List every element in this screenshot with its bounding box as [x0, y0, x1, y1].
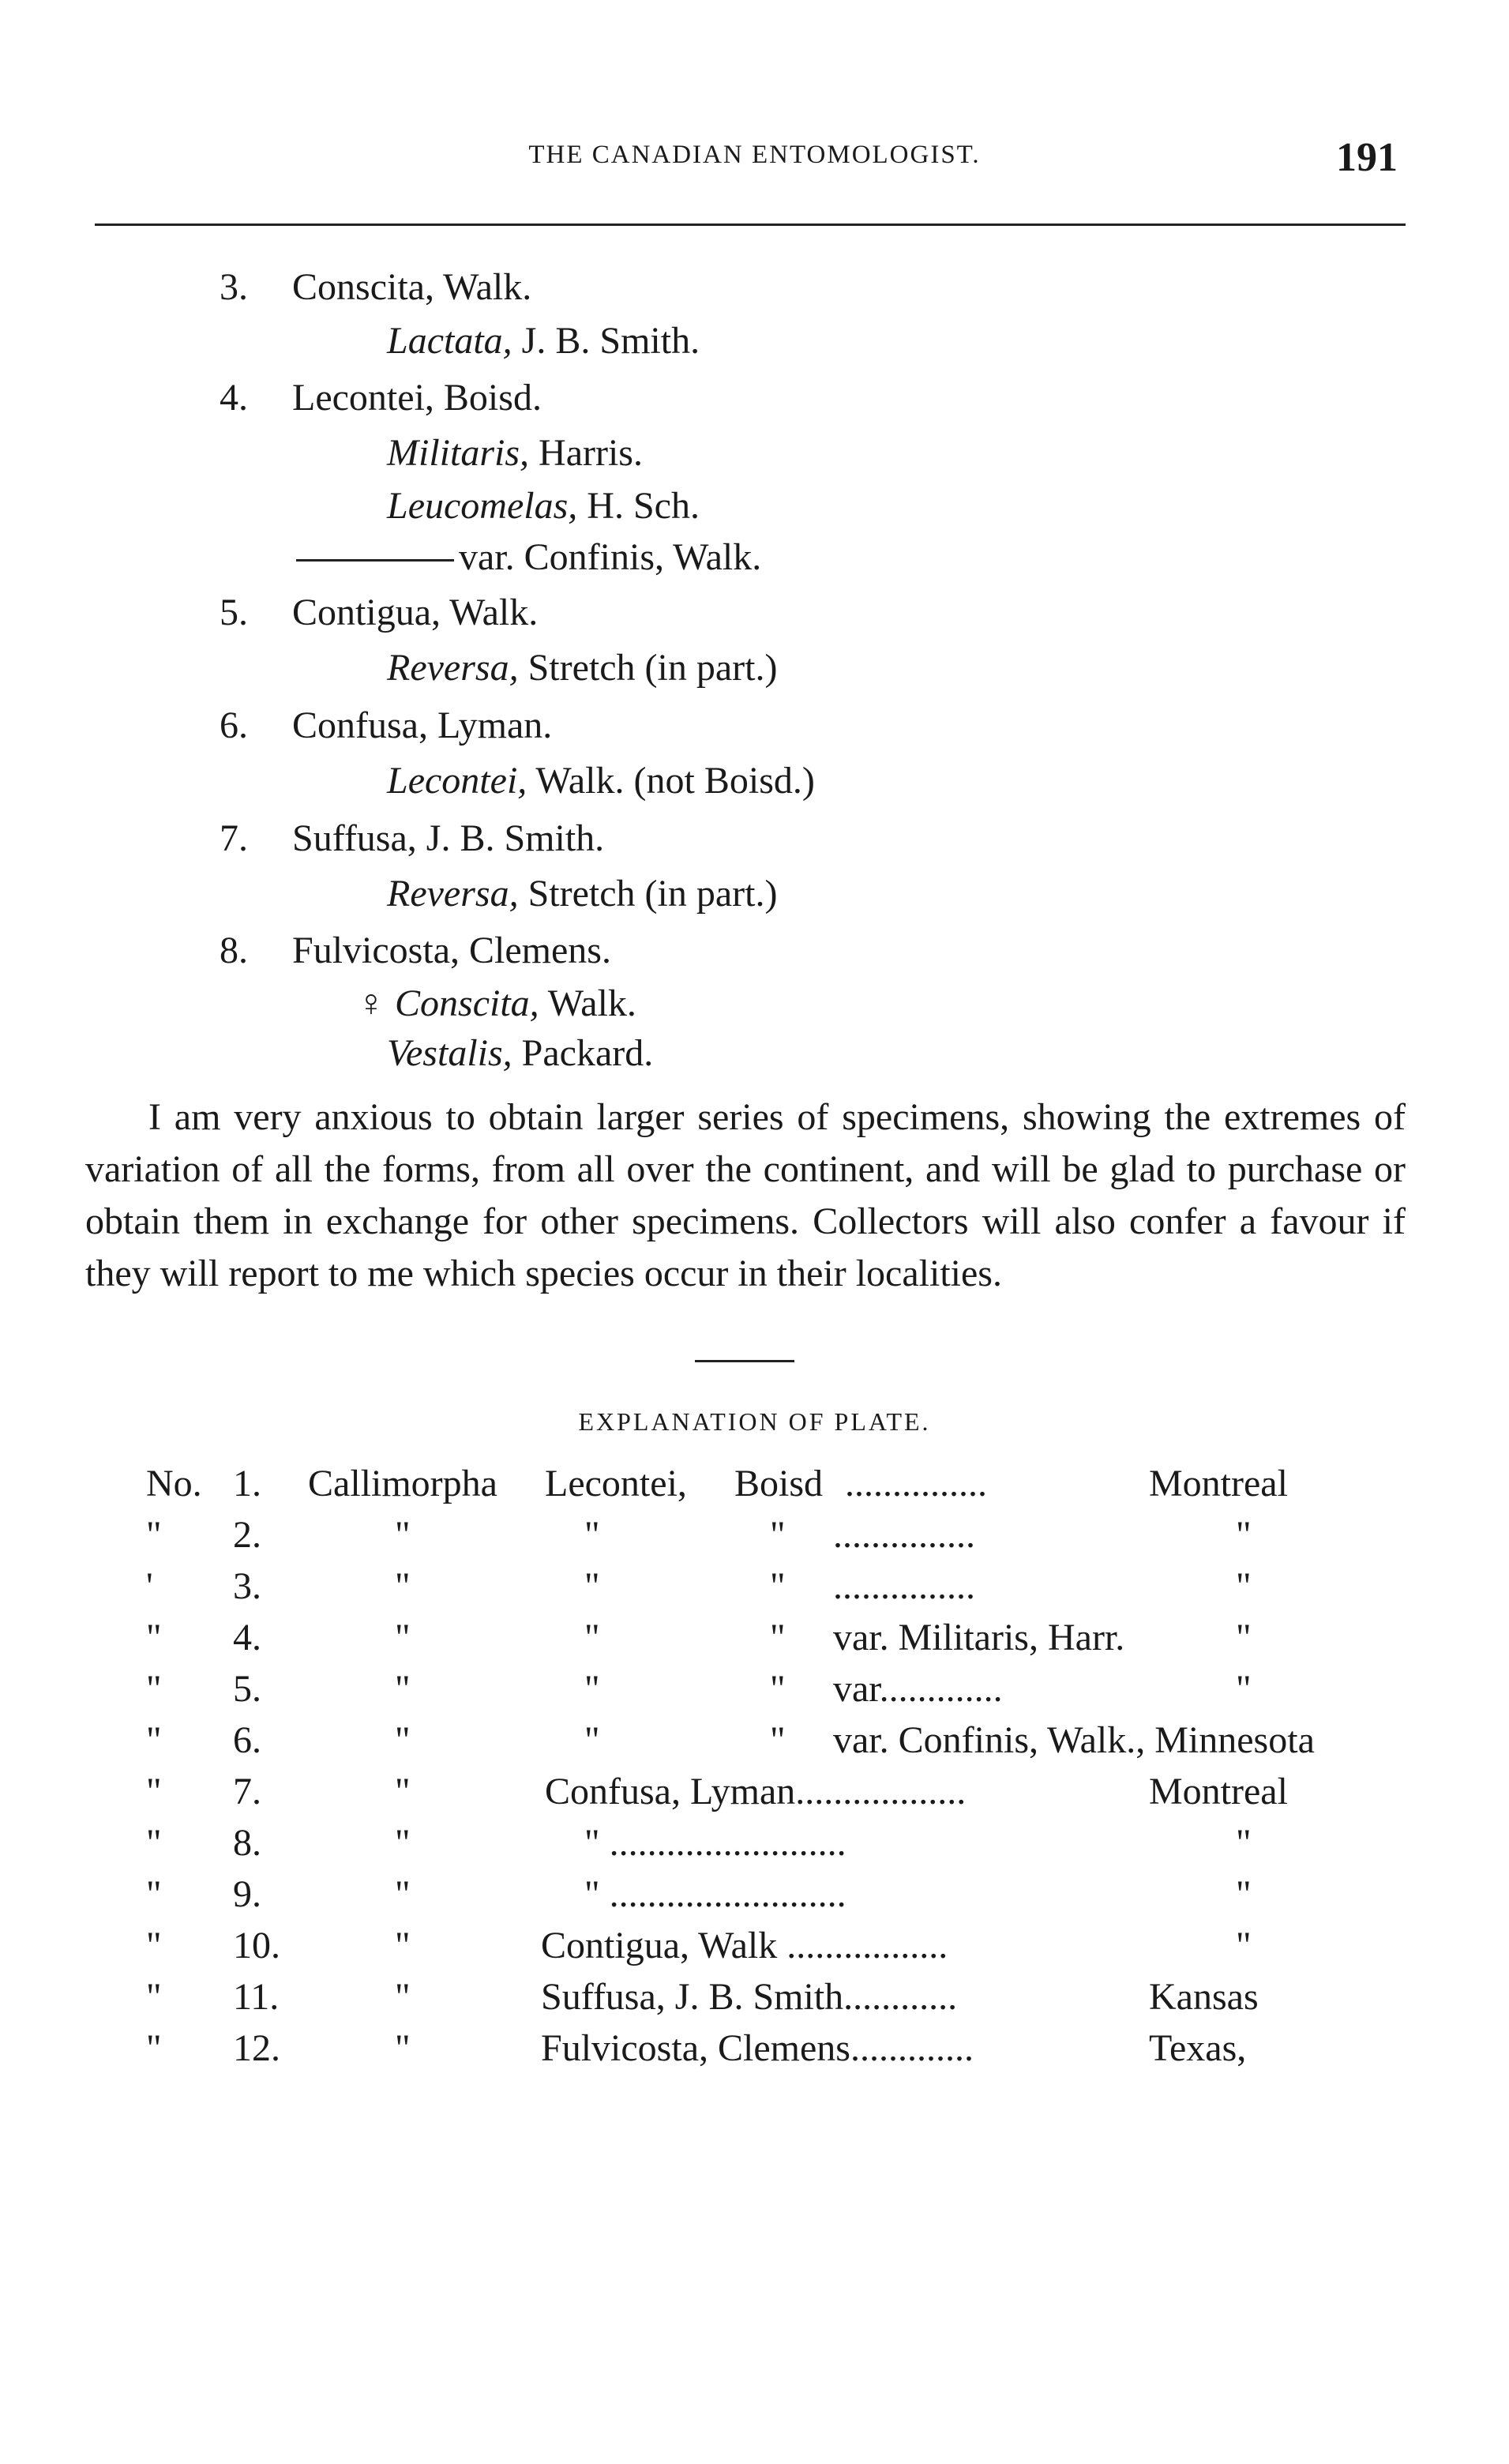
- species-number: 4.: [220, 377, 248, 419]
- locality: Montreal: [1149, 1463, 1288, 1504]
- body-paragraph: [85, 1091, 1406, 1300]
- plate-row: [0, 1927, 1509, 1974]
- species-number: 7.: [220, 817, 248, 859]
- figure-number: 4.: [233, 1617, 261, 1658]
- section-divider: [695, 1360, 794, 1362]
- locality: Montreal: [1149, 1771, 1288, 1812]
- species-name: Conscita, Walk.: [292, 266, 532, 308]
- row-prefix: ": [146, 1514, 162, 1556]
- variety: var. Militaris, Harr.: [833, 1617, 1125, 1658]
- plate-row: [0, 1619, 1509, 1666]
- genus: ": [395, 1565, 411, 1607]
- header-rule: [95, 223, 1406, 226]
- row-prefix: ": [146, 1668, 162, 1710]
- author: ": [770, 1565, 786, 1607]
- species-name: Confusa, Lyman.: [292, 704, 553, 746]
- plate-row: [0, 1978, 1509, 2026]
- genus: ": [395, 1771, 411, 1812]
- genus: ": [395, 1719, 411, 1761]
- paragraph-text: I am very anxious to obtain larger series of specimens, showing the extremes of variation of all the forms, from all over the continent, and will be glad to purchase or obtain them in exchange for other specimens. Collectors will also confer a favour if they will report to me which species occur in their localities.: [85, 1096, 1406, 1294]
- row-prefix: ": [146, 1873, 162, 1915]
- synonym-author: Walk.: [539, 982, 636, 1024]
- species-name: Suffusa, J. B. Smith.: [292, 817, 605, 859]
- row-prefix: ': [146, 1565, 153, 1607]
- species: ": [584, 1565, 600, 1607]
- synonym-author: Stretch (in part.): [518, 873, 778, 915]
- synonym-name: Lecontei,: [387, 760, 527, 802]
- locality: Kansas: [1149, 1976, 1259, 2018]
- genus: ": [395, 1976, 411, 2018]
- row-prefix: ": [146, 1617, 162, 1658]
- ditto-dash: [296, 559, 454, 562]
- species: ": [584, 1668, 600, 1710]
- figure-number: 9.: [233, 1873, 261, 1915]
- row-prefix: ": [146, 1976, 162, 2018]
- synonym-line: [357, 982, 636, 1024]
- species: Lecontei,: [545, 1463, 687, 1504]
- plate-row: [0, 1465, 1509, 1512]
- locality: Texas,: [1149, 2027, 1247, 2069]
- row-prefix: No.: [146, 1463, 202, 1504]
- leader-dots: ...............: [845, 1463, 987, 1504]
- plate-row: [0, 1873, 1509, 1923]
- species: Fulvicosta, Clemens.............: [541, 2027, 974, 2069]
- female-symbol: ♀: [357, 982, 395, 1024]
- genus: Callimorpha: [308, 1463, 497, 1504]
- leader-dots: ...............: [833, 1565, 975, 1607]
- variety: var.............: [833, 1668, 1003, 1710]
- author: Boisd: [734, 1463, 824, 1504]
- species-number: 6.: [220, 704, 248, 746]
- locality: ": [1236, 1822, 1252, 1864]
- plate-row: [0, 1719, 1509, 1769]
- leader-dots: ...............: [833, 1514, 975, 1556]
- species: " .........................: [584, 1873, 846, 1915]
- locality: ": [1236, 1668, 1252, 1710]
- variety: var. Confinis, Walk., Minnesota: [833, 1719, 1315, 1761]
- locality: ": [1236, 1514, 1252, 1556]
- figure-number: 11.: [233, 1976, 280, 2018]
- synonym-line: [387, 1032, 654, 1074]
- synonym-name: Reversa,: [387, 647, 519, 689]
- author: ": [770, 1514, 786, 1556]
- synonym-author: Stretch (in part.): [518, 647, 778, 689]
- row-prefix: ": [146, 1771, 162, 1812]
- locality: ": [1236, 1617, 1252, 1658]
- plate-row: [0, 2027, 1509, 2077]
- species-name: Lecontei, Boisd.: [292, 377, 542, 419]
- synonym-name: Vestalis,: [387, 1032, 512, 1074]
- figure-number: 2.: [233, 1514, 261, 1556]
- synonym-line: [387, 875, 777, 913]
- species: ": [584, 1514, 600, 1556]
- figure-number: 5.: [233, 1668, 261, 1710]
- synonym-line: [387, 487, 700, 525]
- synonym-name: Reversa,: [387, 873, 519, 915]
- variety-line: [296, 536, 762, 578]
- species-number: 8.: [220, 930, 248, 971]
- synonym-name: Lactata,: [387, 320, 512, 362]
- plate-row: [0, 1773, 1509, 1820]
- species: Confusa, Lyman..................: [545, 1771, 967, 1812]
- genus: ": [395, 1617, 411, 1658]
- synonym-name: Leucomelas,: [387, 485, 578, 527]
- synonym-author: Packard.: [512, 1032, 654, 1074]
- species: ": [584, 1719, 600, 1761]
- species-number: 5.: [220, 592, 248, 633]
- synonym-line: [387, 649, 777, 687]
- row-prefix: ": [146, 1822, 162, 1864]
- variety-name: var. Confinis, Walk.: [459, 536, 762, 578]
- synonym-name: Militaris,: [387, 432, 530, 474]
- synonym-author: Walk. (not Boisd.): [527, 760, 815, 802]
- genus: ": [395, 1514, 411, 1556]
- author: ": [770, 1617, 786, 1658]
- synonym-line: [387, 322, 700, 360]
- row-prefix: ": [146, 1925, 162, 1966]
- page-number: 191: [1336, 135, 1398, 180]
- genus: ": [395, 1925, 411, 1966]
- species-name: Contigua, Walk.: [292, 592, 539, 633]
- species: ": [584, 1617, 600, 1658]
- figure-number: 10.: [233, 1925, 280, 1966]
- synonym-line: [387, 762, 815, 800]
- plate-row: [0, 1516, 1509, 1564]
- author: ": [770, 1719, 786, 1761]
- plate-heading: EXPLANATION OF PLATE.: [578, 1407, 931, 1436]
- plate-row: [0, 1670, 1509, 1718]
- locality: ": [1236, 1925, 1252, 1966]
- species-number: 3.: [220, 266, 248, 308]
- plate-row: [0, 1565, 1509, 1615]
- species-name: Fulvicosta, Clemens.: [292, 930, 611, 971]
- synonym-name: Conscita,: [395, 982, 539, 1024]
- species: Contigua, Walk .................: [541, 1925, 948, 1966]
- species: " .........................: [584, 1822, 846, 1864]
- genus: ": [395, 1668, 411, 1710]
- synonym-author: H. Sch.: [577, 485, 700, 527]
- synonym-author: J. B. Smith.: [512, 320, 700, 362]
- running-title: THE CANADIAN ENTOMOLOGIST.: [528, 141, 981, 169]
- genus: ": [395, 1822, 411, 1864]
- locality: ": [1236, 1565, 1252, 1607]
- author: ": [770, 1668, 786, 1710]
- synonym-author: Harris.: [529, 432, 643, 474]
- figure-number: 3.: [233, 1565, 261, 1607]
- locality: ": [1236, 1873, 1252, 1915]
- genus: ": [395, 2027, 411, 2069]
- figure-number: 7.: [233, 1771, 261, 1812]
- plate-row: [0, 1824, 1509, 1872]
- figure-number: 1.: [233, 1463, 261, 1504]
- synonym-line: [387, 434, 643, 472]
- figure-number: 12.: [233, 2027, 280, 2069]
- row-prefix: ": [146, 1719, 162, 1761]
- genus: ": [395, 1873, 411, 1915]
- figure-number: 8.: [233, 1822, 261, 1864]
- figure-number: 6.: [233, 1719, 261, 1761]
- row-prefix: ": [146, 2027, 162, 2069]
- species: Suffusa, J. B. Smith............: [541, 1976, 958, 2018]
